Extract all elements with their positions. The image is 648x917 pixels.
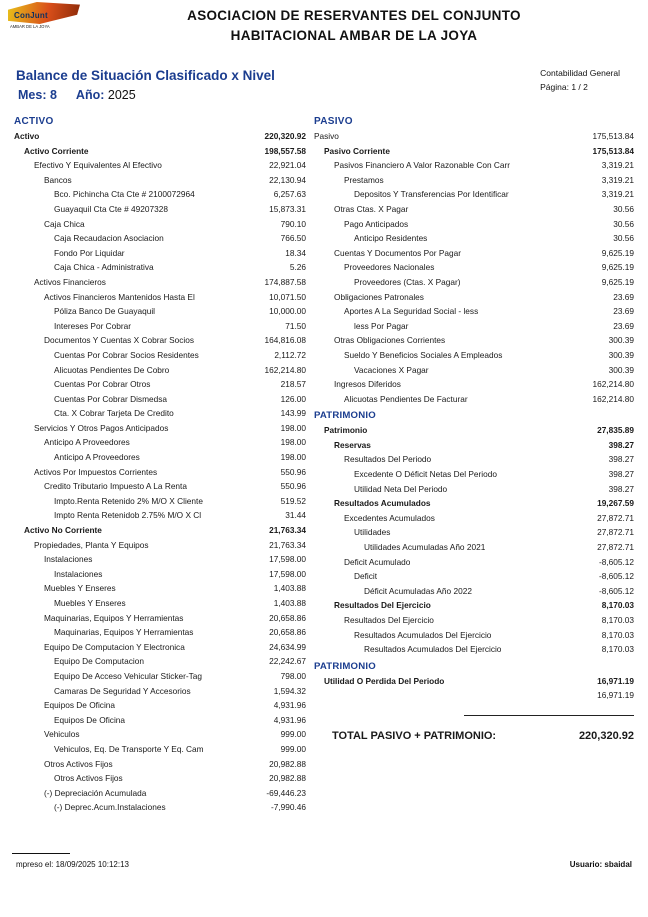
- balance-row-label: Resultados Del Ejercicio: [344, 615, 434, 625]
- equity-header-2: PATRIMONIO: [314, 660, 376, 672]
- organization-logo-icon: [8, 2, 80, 50]
- balance-row-label: Aportes A La Seguridad Social - less: [344, 306, 479, 317]
- balance-row: [14, 160, 306, 175]
- balance-row-amount: 17,598.00: [269, 554, 306, 565]
- balance-row-amount: 162,214.80: [592, 393, 634, 404]
- balance-row: [14, 700, 306, 715]
- balance-row: [14, 292, 306, 307]
- balance-row: [14, 686, 306, 701]
- balance-row: [314, 335, 634, 350]
- balance-row-label: Cuentas Por Cobrar Socios Residentes: [54, 349, 199, 360]
- balance-row-label: Activos Financieros Mantenidos Hasta El: [44, 291, 195, 302]
- balance-row-amount: 20,658.86: [269, 627, 306, 638]
- balance-row-label: Resultados Del Periodo: [344, 454, 432, 465]
- balance-row-label: Resultados Acumulados: [334, 498, 431, 509]
- balance-row: [314, 454, 634, 469]
- balance-row-amount: 143.99: [280, 408, 306, 419]
- logo-subtext: AMBAR DE LA JOYA: [10, 24, 50, 29]
- balance-row: [314, 219, 634, 234]
- balance-row-label: Anticipo Residentes: [354, 233, 428, 244]
- equity-header-1: PATRIMONIO: [314, 410, 376, 422]
- balance-row-label: Instalaciones: [54, 568, 103, 579]
- balance-row-label: (-) Deprec.Acum.Instalaciones: [54, 802, 166, 813]
- balance-row-amount: 6,257.63: [273, 189, 306, 200]
- balance-row: [14, 277, 306, 292]
- balance-row-label: Resultados Acumulados Del Ejercicio: [364, 644, 502, 655]
- balance-row: [314, 513, 634, 528]
- balance-row: [14, 452, 306, 467]
- balance-row: [314, 131, 634, 146]
- balance-row-label: Prestamos: [344, 174, 384, 185]
- document-footer: [0, 853, 648, 869]
- balance-row-label: Activo Corriente: [24, 145, 89, 156]
- balance-row: [14, 656, 306, 671]
- balance-row-amount: 198,557.58: [264, 145, 306, 156]
- balance-row: [14, 744, 306, 759]
- balance-row-label: Equipo De Computacion Y Electronica: [44, 641, 185, 652]
- balance-row-label: Otros Activos Fijos: [44, 758, 113, 769]
- balance-row-amount: 30.56: [613, 203, 634, 214]
- balance-row-label: Sueldo Y Beneficios Sociales A Empleados: [344, 349, 503, 360]
- balance-row-label: Vehiculos, Eq. De Transporte Y Eq. Cam: [54, 743, 204, 754]
- balance-row-amount: 23.69: [613, 320, 634, 331]
- balance-row: [14, 554, 306, 569]
- balance-row-label: Bco. Pichincha Cta Cte # 2100072964: [54, 189, 195, 200]
- balance-row-label: Maquinarias, Equipos Y Herramientas: [54, 627, 194, 638]
- balance-row-amount: 175,513.84: [592, 131, 634, 141]
- balance-row: [314, 527, 634, 542]
- balance-row-label: Equipos De Oficina: [44, 700, 116, 711]
- balance-row: [314, 233, 634, 248]
- balance-row-amount: 18.34: [285, 247, 306, 258]
- balance-columns: [0, 112, 648, 817]
- balance-row-amount: 519.52: [280, 495, 306, 506]
- balance-row: [314, 630, 634, 645]
- balance-row-amount: 9,625.19: [601, 247, 634, 258]
- balance-row: [14, 525, 306, 540]
- balance-row: [14, 394, 306, 409]
- balance-row: [314, 160, 634, 175]
- balance-row-label: Póliza Banco De Guayaquil: [54, 306, 156, 317]
- balance-row-amount: 198.00: [280, 437, 306, 448]
- balance-row: [14, 583, 306, 598]
- balance-row-amount: 30.56: [613, 233, 634, 244]
- balance-row: [14, 335, 306, 350]
- equity-result-rows: [314, 676, 634, 705]
- balance-row: [314, 440, 634, 455]
- balance-row-label: Ingresos Diferidos: [334, 379, 401, 390]
- balance-row: [314, 571, 634, 586]
- liabilities-column-header: PASIVO: [314, 116, 353, 127]
- balance-row-amount: 398.27: [608, 469, 634, 480]
- balance-row-label: Servicios Y Otros Pagos Anticipados: [34, 422, 169, 433]
- balance-row-label: Deficit Acumulado: [344, 556, 411, 567]
- meta-system: Contabilidad General: [540, 68, 620, 78]
- balance-row-amount: 766.50: [280, 233, 306, 244]
- balance-row: [314, 615, 634, 630]
- balance-row-label: Muebles Y Enseres: [54, 598, 126, 608]
- balance-row-amount: 16,971.19: [597, 690, 634, 701]
- balance-row-label: Equipos De Oficina: [54, 714, 126, 725]
- balance-row-amount: 21,763.34: [269, 525, 306, 536]
- balance-row: [314, 146, 634, 161]
- balance-row-amount: 9,625.19: [601, 276, 634, 287]
- balance-row-label: Pago Anticipados: [344, 218, 409, 229]
- balance-row-amount: 22,242.67: [269, 656, 306, 667]
- balance-row: [14, 598, 306, 613]
- total-separator: [464, 715, 634, 716]
- balance-row-amount: 17,598.00: [269, 568, 306, 579]
- balance-row-label: Resultados Del Ejercicio: [334, 600, 431, 611]
- balance-row-amount: 1,403.88: [273, 598, 306, 608]
- liabilities-rows: [314, 131, 634, 408]
- balance-row: [14, 467, 306, 482]
- balance-row-amount: 198.00: [280, 422, 306, 433]
- balance-row-label: Proveedores Nacionales: [344, 262, 435, 273]
- balance-row-amount: 10,071.50: [269, 291, 306, 302]
- balance-row-amount: 3,319.21: [601, 189, 634, 200]
- balance-row-amount: 27,835.89: [597, 425, 634, 436]
- balance-row-label: (-) Depreciación Acumulada: [44, 787, 147, 798]
- balance-row-amount: 23.69: [613, 306, 634, 317]
- balance-row: [14, 802, 306, 817]
- balance-row-amount: 798.00: [280, 670, 306, 681]
- balance-row: [314, 690, 634, 705]
- balance-row-label: Anticipo A Proveedores: [54, 452, 140, 463]
- balance-row-amount: 126.00: [280, 393, 306, 404]
- balance-row: [14, 219, 306, 234]
- balance-row: [314, 425, 634, 440]
- balance-row-label: Cta. X Cobrar Tarjeta De Credito: [54, 408, 174, 419]
- balance-row-label: Excedentes Acumulados: [344, 512, 435, 523]
- organization-title-line2: HABITACIONAL AMBAR DE LA JOYA: [230, 28, 478, 44]
- balance-row-amount: 220,320.92: [264, 131, 306, 141]
- balance-row-amount: 16,971.19: [597, 675, 634, 686]
- balance-row: [14, 365, 306, 380]
- balance-row-amount: 398.27: [608, 483, 634, 494]
- balance-row-amount: 23.69: [613, 291, 634, 302]
- balance-row-amount: 20,982.88: [269, 758, 306, 769]
- balance-row-amount: 9,625.19: [601, 262, 634, 273]
- balance-row-amount: 21,763.34: [269, 539, 306, 550]
- balance-row-label: Intereses Por Cobrar: [54, 320, 132, 331]
- balance-row-label: Efectivo Y Equivalentes Al Efectivo: [34, 160, 162, 171]
- balance-row: [14, 569, 306, 584]
- balance-row: [314, 379, 634, 394]
- balance-row-amount: 174,887.58: [264, 276, 306, 287]
- balance-row-label: Otras Obligaciones Corrientes: [334, 335, 446, 346]
- balance-row: [314, 498, 634, 513]
- balance-row-amount: 1,594.32: [273, 685, 306, 696]
- balance-row-label: Guayaquil Cta Cte # 49207328: [54, 203, 168, 214]
- balance-row: [14, 773, 306, 788]
- balance-row: [14, 262, 306, 277]
- report-period: [18, 88, 136, 102]
- balance-row-amount: 198.00: [280, 452, 306, 463]
- total-label: TOTAL PASIVO + PATRIMONIO:: [332, 729, 497, 742]
- balance-row-label: Instalaciones: [44, 554, 93, 565]
- balance-row: [14, 671, 306, 686]
- balance-row: [14, 204, 306, 219]
- balance-row-amount: 790.10: [280, 218, 306, 229]
- balance-row-label: Equipo De Acceso Vehicular Sticker-Tag: [54, 670, 203, 681]
- balance-row-label: Depositos Y Transferencias Por Identificar: [354, 189, 509, 200]
- balance-row-label: Propiedades, Planta Y Equipos: [34, 539, 149, 550]
- balance-row-label: Anticipo A Proveedores: [44, 437, 130, 448]
- balance-row-label: Cuentas Por Cobrar Dismedsa: [54, 393, 167, 404]
- assets-column: [14, 116, 306, 817]
- balance-row-label: Otros Activos Fijos: [54, 773, 123, 784]
- meta-page: Página: 1 / 2: [540, 82, 588, 93]
- equity-rows: [314, 425, 634, 659]
- balance-row-amount: 999.00: [280, 743, 306, 754]
- balance-row: [14, 306, 306, 321]
- balance-row-label: Deficit: [354, 571, 378, 582]
- balance-row: [314, 204, 634, 219]
- balance-row-amount: 4,931.96: [273, 714, 306, 725]
- balance-row-amount: 162,214.80: [592, 379, 634, 390]
- balance-row-amount: 162,214.80: [264, 364, 306, 375]
- balance-row-label: Utilidad Neta Del Periodo: [354, 483, 448, 494]
- footer-divider: [12, 853, 70, 854]
- balance-row: [314, 542, 634, 557]
- balance-row-label: Activo: [14, 131, 40, 141]
- balance-row-amount: 71.50: [285, 320, 306, 331]
- balance-row-label: Cuentas Y Documentos Por Pagar: [334, 247, 461, 258]
- document-header: [0, 0, 648, 62]
- balance-row-amount: -69,446.23: [266, 787, 306, 798]
- balance-row-label: Déficit Acumuladas Año 2022: [364, 585, 472, 596]
- balance-row: [314, 189, 634, 204]
- balance-row-label: Obligaciones Patronales: [334, 291, 424, 302]
- balance-row-label: Alicuotas Pendientes De Facturar: [344, 393, 468, 404]
- balance-row: [14, 788, 306, 803]
- balance-row: [314, 644, 634, 659]
- balance-row-amount: 4,931.96: [273, 700, 306, 711]
- balance-row: [314, 676, 634, 691]
- balance-row-amount: 398.27: [608, 439, 634, 450]
- footer-user: Usuario: sbaidal: [569, 860, 632, 869]
- balance-row-amount: 8,170.03: [601, 600, 634, 611]
- balance-row: [14, 423, 306, 438]
- balance-row-label: Cuentas Por Cobrar Otros: [54, 379, 151, 390]
- balance-row-amount: 24,634.99: [269, 641, 306, 652]
- balance-row-amount: 20,982.88: [269, 773, 306, 784]
- balance-row-label: Pasivo: [314, 131, 339, 141]
- balance-row-amount: 2,112.72: [274, 349, 306, 360]
- balance-row: [314, 175, 634, 190]
- balance-row-label: Caja Chica: [44, 218, 85, 229]
- balance-row: [314, 277, 634, 292]
- footer-print-timestamp: mpreso el: 18/09/2025 10:12:13: [16, 860, 129, 869]
- report-title: Balance de Situación Clasificado x Nivel: [16, 68, 275, 83]
- balance-row-label: Activos Financieros: [34, 276, 106, 287]
- balance-row-label: Impto.Renta Retenido 2% M/O X Cliente: [54, 495, 203, 506]
- balance-row-amount: 22,130.94: [269, 174, 306, 185]
- balance-row-label: Vacaciones X Pagar: [354, 364, 429, 375]
- balance-row: [14, 437, 306, 452]
- balance-row-label: Vehiculos: [44, 729, 80, 740]
- balance-row: [14, 481, 306, 496]
- balance-row-label: Resultados Acumulados Del Ejercicio: [354, 629, 492, 640]
- balance-row: [14, 350, 306, 365]
- balance-row: [14, 715, 306, 730]
- balance-row-amount: 550.96: [280, 466, 306, 477]
- balance-row-amount: 300.39: [608, 349, 634, 360]
- balance-row: [314, 394, 634, 409]
- balance-row: [14, 175, 306, 190]
- balance-row: [314, 484, 634, 499]
- assets-rows: [14, 131, 306, 817]
- balance-row-amount: 15,873.31: [269, 203, 306, 214]
- balance-row-label: Muebles Y Enseres: [44, 583, 116, 594]
- balance-row: [14, 540, 306, 555]
- balance-row-amount: 3,319.21: [601, 160, 634, 171]
- balance-row: [14, 613, 306, 628]
- balance-row: [314, 365, 634, 380]
- balance-row-label: Alicuotas Pendientes De Cobro: [54, 364, 170, 375]
- balance-row-label: Utilidades Acumuladas Año 2021: [364, 542, 486, 553]
- balance-row-amount: 5.26: [289, 262, 306, 273]
- balance-row-amount: 22,921.04: [269, 160, 306, 171]
- balance-row-amount: 27,872.71: [597, 527, 634, 538]
- balance-row: [14, 248, 306, 263]
- balance-row-amount: 3,319.21: [601, 174, 634, 185]
- balance-row-label: Pasivo Corriente: [324, 145, 390, 156]
- balance-row-label: Documentos Y Cuentas X Cobrar Socios: [44, 335, 195, 346]
- report-year-label: Año:: [75, 88, 105, 102]
- total-amount: 220,320.92: [578, 729, 634, 742]
- balance-row: [14, 642, 306, 657]
- balance-row: [314, 306, 634, 321]
- balance-row-label: Impto Renta Retenidob 2.75% M/O X Cl: [54, 510, 202, 521]
- balance-row-amount: 10,000.00: [269, 306, 306, 317]
- balance-row: [314, 600, 634, 615]
- balance-row: [314, 292, 634, 307]
- balance-row-amount: 27,872.71: [597, 542, 634, 553]
- report-subheader: [0, 66, 648, 112]
- assets-column-header: ACTIVO: [14, 116, 54, 127]
- balance-row-label: Bancos: [44, 174, 72, 185]
- balance-row: [14, 627, 306, 642]
- balance-row: [14, 379, 306, 394]
- balance-row: [14, 233, 306, 248]
- organization-title: [86, 6, 622, 47]
- balance-row-label: Pasivos Financiero A Valor Razonable Con Carr: [334, 160, 511, 171]
- balance-row-label: Reservas: [334, 439, 371, 450]
- balance-row-amount: -8,605.12: [598, 585, 634, 596]
- balance-row-label: Activo No Corriente: [24, 525, 102, 536]
- balance-row-label: Equipo De Computacion: [54, 656, 144, 667]
- balance-row: [14, 131, 306, 146]
- balance-row-label: Camaras De Seguridad Y Accesorios: [54, 685, 191, 696]
- organization-title-line1: ASOCIACION DE RESERVANTES DEL CONJUNTO: [187, 8, 521, 23]
- balance-row: [14, 759, 306, 774]
- balance-row: [314, 248, 634, 263]
- balance-row-label: less Por Pagar: [354, 320, 409, 331]
- balance-row: [14, 146, 306, 161]
- report-meta: [540, 66, 620, 95]
- balance-row-amount: 300.39: [608, 364, 634, 375]
- balance-row-amount: 8,170.03: [601, 629, 634, 640]
- balance-row: [14, 408, 306, 423]
- balance-row-label: Activos Por Impuestos Corrientes: [34, 466, 158, 477]
- balance-row-amount: 398.27: [608, 454, 634, 465]
- balance-row: [14, 729, 306, 744]
- balance-row-amount: 8,170.03: [601, 615, 634, 625]
- balance-row-label: Utilidades: [354, 527, 391, 538]
- balance-row-amount: 164,816.08: [264, 335, 306, 346]
- balance-row-label: Patrimonio: [324, 425, 368, 436]
- balance-row-label: Maquinarias, Equipos Y Herramientas: [44, 612, 184, 623]
- balance-row: [314, 321, 634, 336]
- balance-row-label: Excedente O Déficit Netas Del Periodo: [354, 469, 497, 480]
- total-liabilities-equity-row: [314, 730, 634, 742]
- balance-row-amount: 31.44: [285, 510, 306, 521]
- balance-row: [314, 350, 634, 365]
- liabilities-equity-column: [314, 116, 634, 817]
- balance-row-amount: -7,990.46: [270, 802, 306, 813]
- balance-row-amount: -8,605.12: [598, 556, 634, 567]
- balance-row: [14, 321, 306, 336]
- balance-row-amount: 1,403.88: [273, 583, 306, 594]
- balance-row-amount: 8,170.03: [601, 644, 634, 655]
- balance-row: [14, 510, 306, 525]
- balance-row: [14, 496, 306, 511]
- balance-row-amount: 175,513.84: [592, 145, 634, 156]
- balance-row-amount: 30.56: [613, 218, 634, 229]
- report-year-value: 2025: [107, 88, 136, 102]
- balance-row-amount: 218.57: [280, 379, 306, 390]
- balance-row-label: Caja Recaudacion Asociacion: [54, 233, 164, 244]
- balance-row: [314, 469, 634, 484]
- balance-row-label: Caja Chica - Administrativa: [54, 262, 154, 273]
- balance-row-label: Otras Ctas. X Pagar: [334, 203, 409, 214]
- balance-row-label: Credito Tributario Impuesto A La Renta: [44, 481, 187, 492]
- balance-row-amount: 19,267.59: [597, 498, 634, 509]
- balance-row-amount: 300.39: [608, 335, 634, 346]
- balance-row-amount: 550.96: [280, 481, 306, 492]
- report-month: Mes: 8: [18, 88, 57, 102]
- balance-row-label: Proveedores (Ctas. X Pagar): [354, 276, 461, 287]
- balance-row-amount: 999.00: [280, 729, 306, 740]
- logo-text: ConJunt: [14, 11, 48, 20]
- balance-row: [314, 262, 634, 277]
- balance-row: [314, 557, 634, 572]
- balance-row-label: Fondo Por Liquidar: [54, 247, 125, 258]
- balance-row-amount: 20,658.86: [269, 612, 306, 623]
- balance-row: [14, 189, 306, 204]
- balance-row-label: Utilidad O Perdida Del Periodo: [324, 675, 445, 686]
- balance-row-amount: -8,605.12: [598, 571, 634, 582]
- balance-row: [314, 586, 634, 601]
- balance-row-amount: 27,872.71: [597, 512, 634, 523]
